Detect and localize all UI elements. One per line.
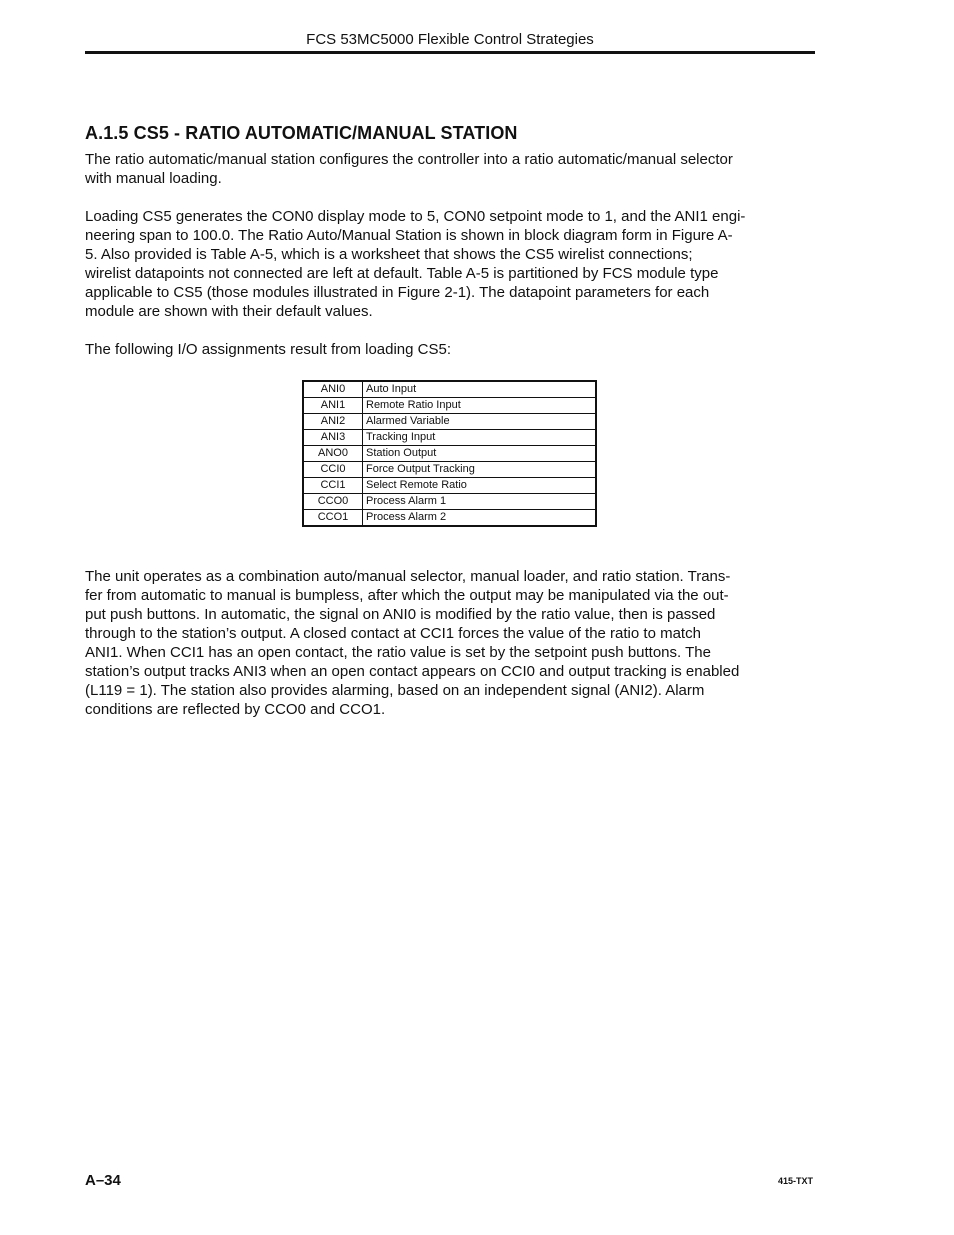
io-code-cell: ANI3 (303, 430, 363, 446)
table-row (303, 381, 596, 398)
io-description-cell: Alarmed Variable (363, 414, 597, 430)
io-code-cell: CCI0 (303, 462, 363, 478)
text-line: The unit operates as a combination auto/manual selector, manual loader, and ratio station. Trans- (85, 568, 731, 585)
text-line: through to the station’s output. A closed contact at CCI1 forces the value of the ratio to match (85, 625, 701, 642)
text-line: 5. Also provided is Table A-5, which is a worksheet that shows the CS5 wirelist connections; (85, 246, 693, 263)
io-description-cell: Process Alarm 2 (363, 510, 597, 527)
io-code-cell: ANO0 (303, 446, 363, 462)
io-intro-paragraph (85, 340, 815, 359)
text-line: fer from automatic to manual is bumpless, after which the output may be manipulated via the out- (85, 587, 729, 604)
table-row (303, 398, 596, 414)
io-code-cell: ANI2 (303, 414, 363, 430)
io-code-cell: CCO0 (303, 494, 363, 510)
io-description-cell: Auto Input (363, 381, 597, 398)
io-description-cell: Remote Ratio Input (363, 398, 597, 414)
text-line: conditions are reflected by CCO0 and CCO1. (85, 701, 386, 718)
operation-paragraph (85, 567, 815, 719)
table-row (303, 414, 596, 430)
io-description-cell: Station Output (363, 446, 597, 462)
header-rule (85, 51, 815, 54)
table-row (303, 494, 596, 510)
io-description-cell: Force Output Tracking (363, 462, 597, 478)
io-description-cell: Select Remote Ratio (363, 478, 597, 494)
text-line: The following I/O assignments result from loading CS5: (85, 341, 451, 358)
io-description-cell: Tracking Input (363, 430, 597, 446)
io-code-cell: CCO1 (303, 510, 363, 527)
table-row (303, 478, 596, 494)
text-line: applicable to CS5 (those modules illustrated in Figure 2-1). The datapoint parameters for each (85, 284, 710, 301)
io-assignment-table (302, 380, 597, 527)
text-line: neering span to 100.0. The Ratio Auto/Manual Station is shown in block diagram form in Figure A- (85, 227, 733, 244)
text-line: ANI1. When CCI1 has an open contact, the ratio value is set by the setpoint push buttons. The (85, 644, 711, 661)
table-row (303, 446, 596, 462)
io-code-cell: CCI1 (303, 478, 363, 494)
loading-paragraph (85, 207, 815, 321)
io-code-cell: ANI1 (303, 398, 363, 414)
io-code-cell: ANI0 (303, 381, 363, 398)
text-line: The ratio automatic/manual station configures the controller into a ratio automatic/manual selector (85, 151, 733, 168)
text-line: module are shown with their default values. (85, 303, 373, 320)
running-header-title: FCS 53MC5000 Flexible Control Strategies (306, 31, 594, 48)
table-row (303, 430, 596, 446)
table-row (303, 462, 596, 478)
page-number: A–34 (85, 1172, 121, 1189)
text-line: Loading CS5 generates the CON0 display mode to 5, CON0 setpoint mode to 1, and the ANI1 engi- (85, 208, 746, 225)
text-line: with manual loading. (85, 170, 222, 187)
table-row (303, 510, 596, 527)
io-description-cell: Process Alarm 1 (363, 494, 597, 510)
text-line: wirelist datapoints not connected are left at default. Table A-5 is partitioned by FCS module type (85, 265, 719, 282)
text-line: (L119 = 1). The station also provides alarming, based on an independent signal (ANI2). Alarm (85, 682, 705, 699)
text-line: put push buttons. In automatic, the signal on ANI0 is modified by the ratio value, then is passed (85, 606, 716, 623)
section-heading: A.1.5 CS5 - RATIO AUTOMATIC/MANUAL STATION (85, 123, 518, 143)
text-line: station’s output tracks ANI3 when an open contact appears on CCI0 and output tracking is enabled (85, 663, 740, 680)
document-code: 415-TXT (778, 1176, 814, 1186)
intro-paragraph (85, 150, 815, 188)
